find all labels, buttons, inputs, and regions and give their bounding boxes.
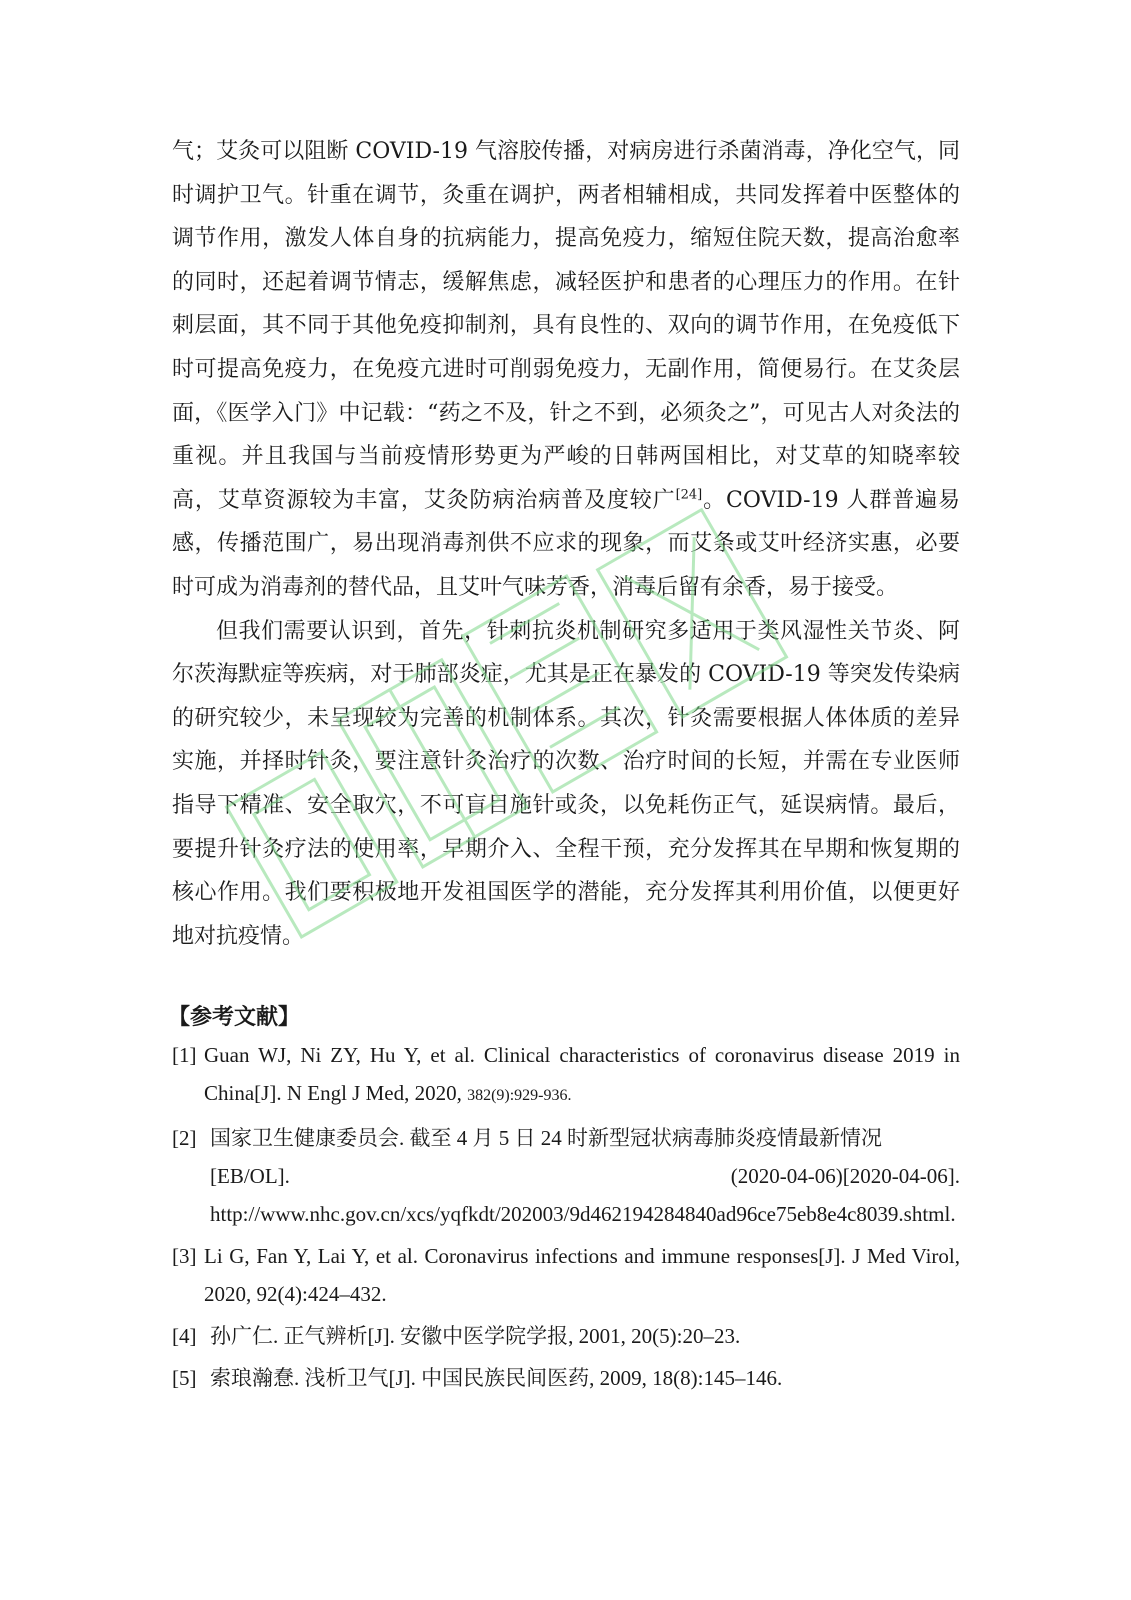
- reference-3: [172, 1237, 960, 1313]
- reference-url: http://www.nhc.gov.cn/xcs/yqfkdt/202003/9d462194284840ad96ce75eb8e4c8039.shtml.: [210, 1202, 956, 1226]
- reference-number: [1]: [172, 1043, 197, 1067]
- reference-number: [4]: [172, 1324, 197, 1348]
- reference-number: [5]: [172, 1366, 197, 1390]
- citation-24: [24]: [675, 487, 703, 503]
- reference-text: Li G, Fan Y, Lai Y, et al. Coronavirus infections and immune responses[J]. J Med Virol, 2020, 92(4):424–432.: [204, 1244, 960, 1306]
- reference-source-row: [210, 1157, 960, 1195]
- paragraph-1: [172, 130, 960, 610]
- body-text: [172, 130, 960, 958]
- reference-1: [172, 1036, 960, 1115]
- reference-4: [172, 1317, 960, 1355]
- reference-2: [172, 1119, 960, 1233]
- paragraph-1-text-end: 。COVID-19 人群普遍易感，传播范围广，易出现消毒剂供不应求的现象，而艾条或艾叶经济实惠，必要时可成为消毒剂的替代品，且艾叶气味芳香，消毒后留有余香，易于接受。: [172, 487, 960, 600]
- reference-number: [2]: [172, 1126, 197, 1150]
- reference-pages: 382(9):929-936.: [467, 1087, 572, 1104]
- reference-text: 索琅瀚惷. 浅析卫气[J]. 中国民族民间医药, 2009, 18(8):145–146.: [210, 1366, 783, 1390]
- paragraph-2: 但我们需要认识到，首先，针刺抗炎机制研究多适用于类风湿性关节炎、阿尔茨海默症等疾病，对于肺部炎症，尤其是正在暴发的 COVID-19 等突发传染病的研究较少，未呈现较为完善的机制体系。其次，针灸需要根据人体体质的差异实施，并择时针灸，要注意针灸治疗的次数、治疗时间的长短，并需在专业医师指导下精准、安全取穴，不可盲目施针或灸，以免耗伤正气，延误病情。最后，要提升针灸疗法的使用率，早期介入、全程干预，充分发挥其在早期和恢复期的核心作用。我们要积极地开发祖国医学的潜能，充分发挥其利用价值，以便更好地对抗疫情。: [172, 618, 960, 949]
- reference-dates: (2020-04-06)[2020-04-06].: [730, 1164, 960, 1188]
- references-heading: 【参考文献】: [168, 1005, 301, 1030]
- reference-5: [172, 1359, 960, 1397]
- reference-text: Guan WJ, Ni ZY, Hu Y, et al. Clinical characteristics of coronavirus disease 2019 in China[J]. N Engl J Med, 2020,: [204, 1043, 960, 1105]
- reference-text: 孙广仁. 正气辨析[J]. 安徽中医学院学报, 2001, 20(5):20–23.: [210, 1324, 741, 1348]
- paragraph-1-text: 气；艾灸可以阻断 COVID-19 气溶胶传播，对病房进行杀菌消毒，净化空气，同时调护卫气。针重在调节，灸重在调护，两者相辅相成，共同发挥着中医整体的调节作用，激发人体自身的抗病能力，提高免疫力，缩短住院天数，提高治愈率的同时，还起着调节情志，缓解焦虑，减轻医护和患者的心理压力的作用。在针刺层面，其不同于其他免疫抑制剂，具有良性的、双向的调节作用，在免疫低下时可提高免疫力，在免疫亢进时可削弱免疫力，无副作用，简便易行。在艾灸层面，《医学入门》中记载：“药之不及，针之不到，必须灸之”，可见古人对灸法的重视。并且我国与当前疫情形势更为严峻的日韩两国相比，对艾草的知晓率较高，艾草资源较为丰富，艾灸防病治病普及度较广: [172, 139, 960, 513]
- reference-text: 国家卫生健康委员会. 截至 4 月 5 日 24 时新型冠状病毒肺炎疫情最新情况: [210, 1126, 882, 1150]
- reference-number: [3]: [172, 1244, 197, 1268]
- reference-type: [EB/OL].: [210, 1164, 290, 1188]
- reference-list: [172, 1036, 960, 1401]
